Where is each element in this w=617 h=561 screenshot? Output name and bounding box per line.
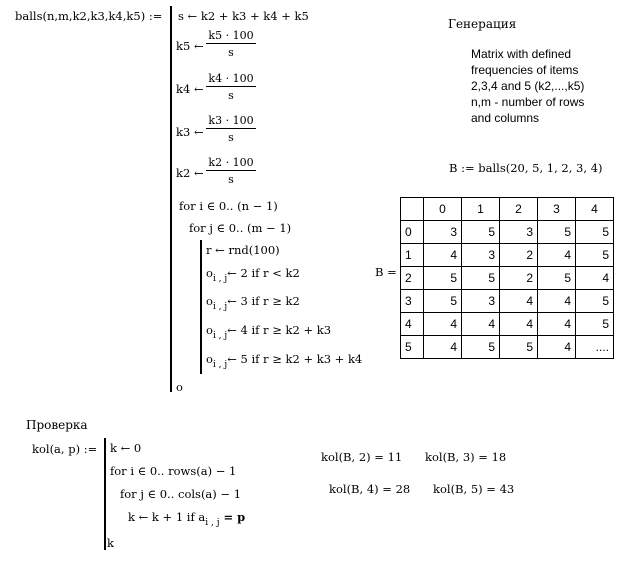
o-symbol: o (206, 294, 213, 308)
o-symbol: o (206, 352, 213, 366)
matrix-col-header: 2 (500, 198, 538, 221)
matrix-cell: 5 (462, 267, 500, 290)
o-rule-3: ← 3 if r ≥ k2 (227, 294, 300, 308)
matrix-cell: 4 (538, 336, 576, 359)
o-rule-5: ← 5 if r ≥ k2 + k3 + k4 (227, 352, 363, 366)
matrix-cell: 5 (576, 290, 614, 313)
matrix-cell: 5 (538, 267, 576, 290)
matrix-row (401, 313, 614, 336)
matrix-cell: 4 (538, 244, 576, 267)
matrix-cell: 4 (500, 290, 538, 313)
k4-fraction (206, 72, 256, 102)
matrix-row-header: 3 (401, 290, 424, 313)
kol-increment (128, 510, 245, 530)
matrix-cell: 5 (576, 221, 614, 244)
matrix-corner-cell (401, 198, 424, 221)
o-assign-3 (206, 294, 300, 314)
generation-desc-5: and columns (471, 111, 540, 125)
k4-denominator: s (228, 89, 234, 102)
matrix-header-row (401, 198, 614, 221)
kol-result-5: kol(B, 5) = 43 (433, 482, 515, 496)
r-definition: r ← rnd(100) (206, 243, 280, 257)
generation-desc-4: n,m - number of rows (471, 95, 585, 109)
k2-denominator: s (228, 173, 234, 186)
matrix-cell: 2 (500, 244, 538, 267)
k5-fraction (206, 29, 256, 59)
o-assign-4 (206, 323, 331, 343)
matrix-cell: 4 (424, 244, 462, 267)
matrix-cell: 5 (462, 221, 500, 244)
matrix-row-header: 0 (401, 221, 424, 244)
matrix-table (400, 197, 614, 359)
k3-numerator: k3 · 100 (206, 114, 256, 129)
kol-increment-text: k ← k + 1 if a (128, 510, 206, 524)
kol-signature: kol(a, p) := (32, 442, 98, 456)
matrix-cell: 2 (500, 267, 538, 290)
kol-program-bar (104, 438, 106, 550)
kol-result-3: kol(B, 3) = 18 (425, 450, 507, 464)
matrix-cell: 5 (576, 313, 614, 336)
matrix-col-header: 3 (538, 198, 576, 221)
kol-result-4: kol(B, 4) = 28 (329, 482, 411, 496)
o-rule-4: ← 4 if r ≥ k2 + k3 (227, 323, 332, 337)
kol-k-init: k ← 0 (110, 441, 142, 455)
matrix-cell: 5 (576, 244, 614, 267)
matrix-row (401, 336, 614, 359)
matrix-col-header: 1 (462, 198, 500, 221)
generation-desc-1: Matrix with defined (471, 47, 572, 61)
kol-result-2: kol(B, 2) = 11 (321, 450, 403, 464)
matrix-row (401, 267, 614, 290)
k4-numerator: k4 · 100 (206, 72, 256, 87)
kol-for-i: for i ∈ 0.. rows(a) − 1 (110, 464, 237, 478)
k4-assign: k4 ← (176, 82, 204, 96)
k3-fraction (206, 114, 256, 144)
k3-denominator: s (228, 131, 234, 144)
matrix-col-header: 0 (424, 198, 462, 221)
generation-desc-2: frequencies of items (471, 63, 579, 77)
o-rule-2: ← 2 if r < k2 (227, 266, 300, 280)
kol-return: k (107, 536, 114, 550)
matrix-row-header: 2 (401, 267, 424, 290)
matrix-cell[interactable]: .... (576, 336, 614, 359)
o-subscript: i , j (212, 302, 228, 312)
matrix-cell: 5 (500, 336, 538, 359)
matrix-cell: 5 (462, 336, 500, 359)
matrix-cell: 3 (462, 290, 500, 313)
matrix-cell: 3 (462, 244, 500, 267)
k5-assign: k5 ← (176, 39, 204, 53)
matrix-row (401, 290, 614, 313)
o-symbol: o (206, 323, 213, 337)
matrix-cell: 4 (538, 313, 576, 336)
matrix-cell: 5 (538, 221, 576, 244)
matrix-cell: 4 (500, 313, 538, 336)
k5-numerator: k5 · 100 (206, 29, 256, 44)
matrix-row (401, 221, 614, 244)
o-assign-2 (206, 266, 300, 286)
matrix-cell: 4 (424, 313, 462, 336)
matrix-label: B = (375, 265, 397, 279)
k2-fraction (206, 156, 256, 186)
check-heading: Проверка (26, 418, 88, 432)
balls-program-bar (170, 6, 172, 392)
kol-increment-subscript: i , j (205, 518, 220, 528)
matrix-row-header: 5 (401, 336, 424, 359)
matrix-cell: 4 (538, 290, 576, 313)
inner-loop-bar (200, 240, 202, 374)
matrix-cell: 4 (424, 336, 462, 359)
matrix-row-header: 1 (401, 244, 424, 267)
k3-assign: k3 ← (176, 125, 204, 139)
matrix-col-header: 4 (576, 198, 614, 221)
k5-denominator: s (228, 46, 234, 59)
kol-for-j: for j ∈ 0.. cols(a) − 1 (120, 487, 242, 501)
balls-signature: balls(n,m,k2,k3,k4,k5) := (15, 9, 163, 23)
o-subscript: i , j (212, 331, 228, 341)
generation-desc-3: 2,3,4 and 5 (k2,...,k5) (471, 79, 585, 93)
balls-return: o (176, 380, 183, 394)
matrix-cell: 5 (424, 290, 462, 313)
o-symbol: o (206, 266, 213, 280)
matrix-cell: 3 (424, 221, 462, 244)
kol-increment-eq: = p (219, 510, 246, 524)
for-i-loop: for i ∈ 0.. (n − 1) (179, 199, 278, 213)
o-subscript: i , j (212, 360, 228, 370)
o-assign-5 (206, 352, 362, 372)
matrix-cell: 4 (462, 313, 500, 336)
s-definition: s ← k2 + k3 + k4 + k5 (178, 9, 309, 23)
matrix-row-header: 4 (401, 313, 424, 336)
generation-heading: Генерация (448, 17, 517, 31)
matrix-call: B := balls(20, 5, 1, 2, 3, 4) (449, 161, 603, 175)
for-j-loop: for j ∈ 0.. (m − 1) (189, 221, 292, 235)
k2-numerator: k2 · 100 (206, 156, 256, 171)
matrix-row (401, 244, 614, 267)
k2-assign: k2 ← (176, 166, 204, 180)
matrix-cell: 3 (500, 221, 538, 244)
o-subscript: i , j (212, 274, 228, 284)
matrix-cell: 4 (576, 267, 614, 290)
matrix-cell: 5 (424, 267, 462, 290)
